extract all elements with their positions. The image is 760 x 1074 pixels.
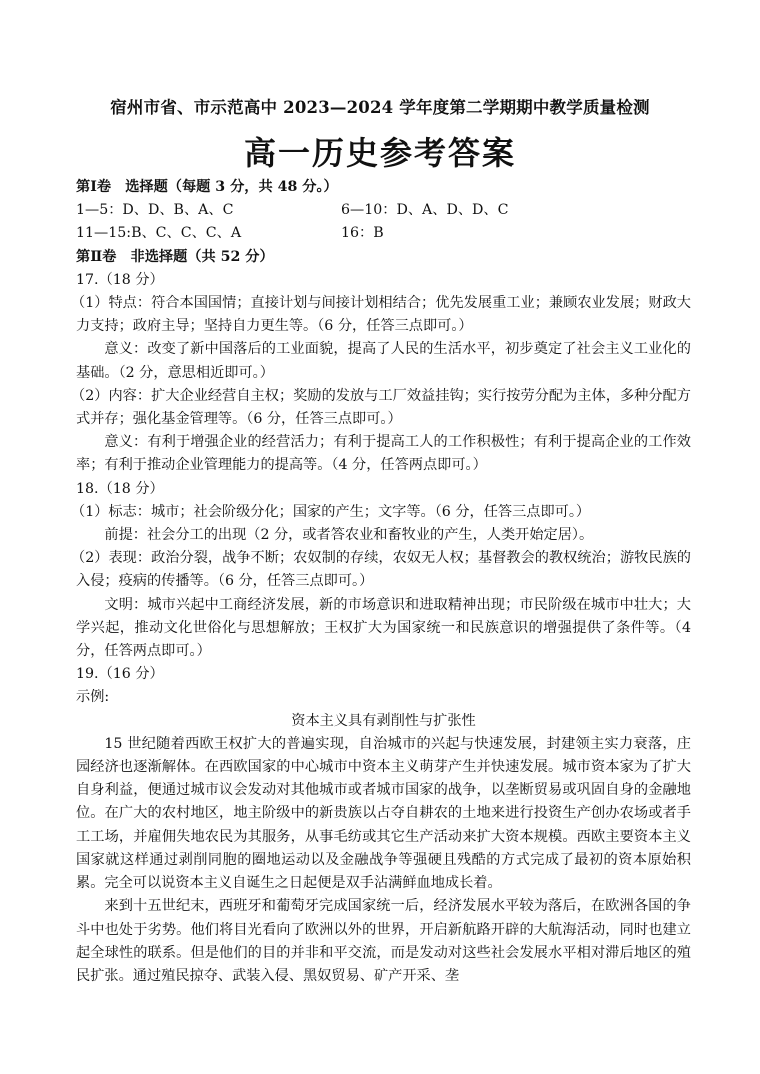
section-2-heading: 第Ⅱ卷 非选择题（共 52 分）	[76, 248, 274, 265]
q18-part2-manifestation: （2）表现：政治分裂，战争不断；农奴制的存续，农奴无人权；基督教会的教权统治；游牧民族的入侵；疫病的传播等。（6 分，任答三点即可。）	[71, 550, 691, 590]
answer-row	[76, 199, 691, 222]
exam-header: 宿州市省、市示范高中 2023—2024 学年度第二学期期中教学质量检测	[110, 98, 650, 117]
essay-title: 资本主义具有剥削性与扩张性	[291, 712, 476, 729]
answer-group: 11—15:B、C、C、C、A	[76, 225, 242, 242]
q17-part2-significance: 意义：有利于增强企业的经营活力；有利于提高工人的工作积极性；有利于提高企业的工作效率；有利于推动企业管理能力的提高等。（4 分，任答两点即可。）	[76, 434, 691, 474]
answer-group: 1—5：D、D、B、A、C	[76, 202, 234, 219]
q18-label: 18.（18 分）	[76, 480, 164, 497]
essay-paragraph: 来到十五世纪末，西班牙和葡萄牙完成国家统一后，经济发展水平较为落后，在欧洲各国的争斗中也处于劣势。他们将目光看向了欧洲以外的世界，开启新航路开辟的大航海活动，同时也建立起全球性的联系。但是他们的目的并非和平交流，而是发动对这些社会发展水平相对滞后地区的殖民扩张。通过殖民掠夺、武装入侵、黑奴贸易、矿产开采、垄	[76, 898, 691, 984]
q19-label: 19.（16 分）	[76, 666, 164, 683]
section-1-heading: 第Ⅰ卷 选择题（每题 3 分，共 48 分。）	[76, 179, 338, 195]
answer-group: 6—10：D、A、D、D、C	[341, 202, 509, 219]
answer-content	[71, 176, 691, 988]
q17-label: 17.（18 分）	[76, 271, 164, 288]
q17-part1-features: （1）特点：符合本国国情；直接计划与间接计划相结合；优先发展重工业；兼顾农业发展；财政大力支持；政府主导；坚持自力更生等。（6 分，任答三点即可。）	[71, 295, 691, 335]
essay-paragraph: 15 世纪随着西欧王权扩大的普遍实现，自治城市的兴起与快速发展，封建领主实力衰落，庄园经济也逐渐解体。在西欧国家的中心城市中资本主义萌芽产生并快速发展。城市资本家为了扩大自身利益，便通过城市议会发动对其他城市或者城市国家的战争，以垄断贸易或巩固自身的金融地位。在广大的农村地区，地主阶级中的新贵族以占夺自耕农的土地来进行投资生产创办农场或者手工工场，并雇佣失地农民为其服务，从事毛纺或其它生产活动来扩大资本规模。西欧主要资本主义国家就这样通过剥削同胞的圈地运动以及金融战争等强硬且残酷的方式完成了最初的资本原始积累。完全可以说资本主义自诞生之日起便是双手沾满鲜血地成长着。	[76, 735, 691, 892]
answer-group: 16：B	[341, 225, 384, 242]
answer-row	[76, 222, 691, 245]
page-title: 高一历史参考答案	[243, 134, 516, 172]
q18-part2-civilization: 文明：城市兴起中工商经济发展，新的市场意识和进取精神出现；市民阶级在城市中壮大；大学兴起，推动文化世俗化与思想解放；王权扩大为国家统一和民族意识的增强提供了条件等。（4 分，任答两点即可。）	[76, 596, 691, 660]
q17-part1-significance: 意义：改变了新中国落后的工业面貌，提高了人民的生活水平，初步奠定了社会主义工业化的基础。（2 分，意思相近即可。）	[76, 341, 691, 381]
q19-example-label: 示例:	[76, 689, 110, 706]
q17-part2-content: （2）内容：扩大企业经营自主权；奖励的发放与工厂效益挂钩；实行按劳分配为主体，多种分配方式并存；强化基金管理等。（6 分，任答三点即可。）	[71, 387, 691, 428]
q18-part1-marks: （1）标志：城市；社会阶级分化；国家的产生；文字等。（6 分，任答三点即可。）	[71, 503, 591, 520]
q18-part1-premise: 前提：社会分工的出现（2 分，或者答农业和畜牧业的产生，人类开始定居）。	[104, 527, 594, 544]
